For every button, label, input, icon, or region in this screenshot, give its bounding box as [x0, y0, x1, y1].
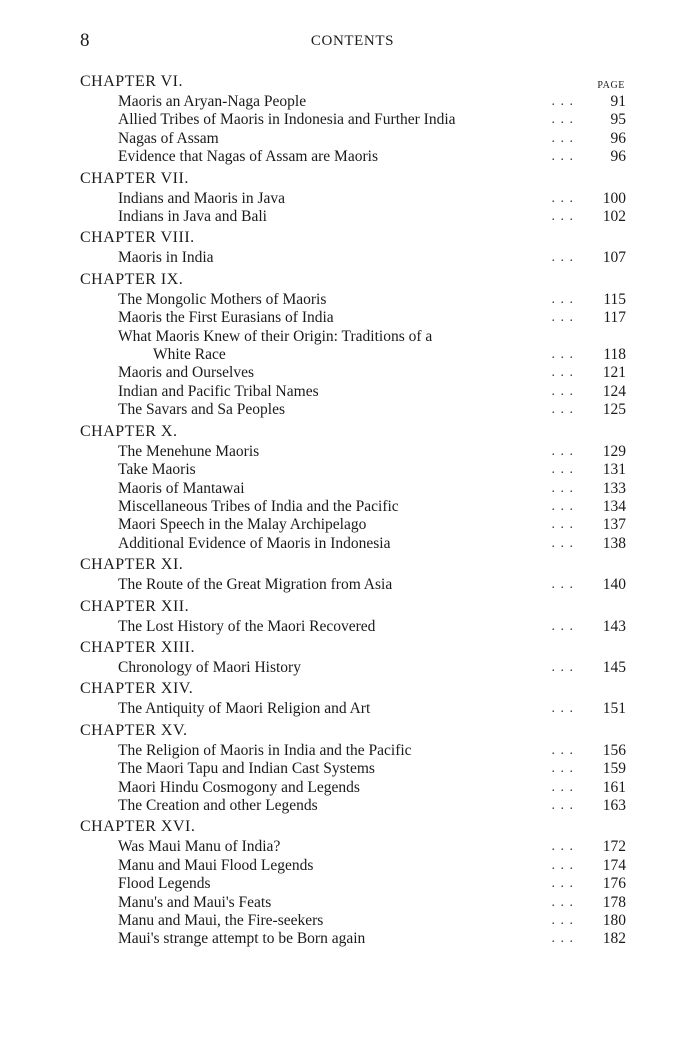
entry-page-number: 163	[602, 796, 626, 814]
entry-title: The Antiquity of Maori Religion and Art	[118, 700, 371, 718]
chapter-heading: CHAPTER VI.	[80, 73, 183, 90]
toc-entry	[80, 875, 626, 893]
toc-entry	[80, 618, 626, 636]
dot-leaders: . . .	[551, 190, 574, 206]
dot-leaders: . . .	[551, 742, 574, 758]
entry-page-number: 182	[602, 930, 626, 948]
dot-leaders: . . .	[551, 112, 574, 128]
toc-entry	[80, 930, 626, 948]
entry-page-number: 125	[602, 401, 626, 419]
dot-leaders: . . .	[551, 250, 574, 266]
entry-page-number: 145	[602, 658, 626, 676]
entry-title: Chronology of Maori History	[118, 658, 301, 676]
entry-page-number: 117	[603, 309, 626, 327]
dot-leaders: . . .	[551, 577, 574, 593]
dot-leaders: . . .	[551, 443, 574, 459]
dot-leaders: . . .	[551, 383, 574, 399]
chapter-heading: CHAPTER VII.	[80, 169, 189, 187]
chapter-heading: CHAPTER XI.	[80, 556, 184, 574]
dot-leaders: . . .	[551, 130, 574, 146]
entry-page-number: 95	[610, 111, 626, 129]
dot-leaders: . . .	[551, 618, 574, 634]
chapter-heading: CHAPTER XII.	[80, 597, 190, 615]
entry-title: Indians in Java and Bali	[118, 208, 267, 226]
entry-page-number: 121	[602, 364, 626, 382]
entry-page-number: 156	[602, 741, 626, 759]
entry-page-number: 131	[602, 461, 626, 479]
dot-leaders: . . .	[551, 913, 574, 928]
dot-leaders: . . .	[551, 931, 574, 947]
dot-leaders: . . .	[551, 480, 574, 496]
entry-title: Maori Hindu Cosmogony and Legends	[118, 778, 360, 796]
entry-page-number: 134	[602, 497, 626, 515]
entry-title: The Route of the Great Migration from Asia	[118, 576, 393, 594]
chapter-heading: CHAPTER X.	[80, 422, 178, 440]
dot-leaders: . . .	[551, 347, 574, 363]
entry-page-number: 107	[602, 249, 626, 267]
entry-title: Manu and Maui, the Fire-seekers	[118, 912, 324, 929]
entry-page-number: 137	[602, 516, 626, 534]
toc-entry	[80, 912, 626, 930]
dot-leaders: . . .	[551, 94, 574, 109]
toc-entry	[80, 328, 626, 365]
entry-title: Miscellaneous Tribes of India and the Pacific	[118, 497, 399, 515]
entry-title-continuation: White Race	[153, 346, 226, 364]
entry-title: Evidence that Nagas of Assam are Maoris	[118, 148, 378, 166]
dot-leaders: . . .	[551, 876, 574, 892]
entry-title: Manu and Maui Flood Legends	[118, 856, 314, 874]
toc-entry	[80, 148, 626, 166]
toc-entry	[80, 383, 626, 401]
toc-entry	[80, 576, 626, 594]
entry-title: Indian and Pacific Tribal Names	[118, 382, 319, 400]
entry-title: Maoris the First Eurasians of India	[118, 309, 334, 327]
chapter-heading: CHAPTER XIII.	[80, 638, 195, 656]
toc-entry	[80, 443, 626, 461]
entry-title: The Mongolic Mothers of Maoris	[118, 290, 327, 308]
chapter-heading: CHAPTER XV.	[80, 721, 188, 739]
dot-leaders: . . .	[551, 894, 574, 910]
toc-entry	[80, 838, 626, 856]
dot-leaders: . . .	[551, 402, 574, 418]
entry-title: Maui's strange attempt to be Born again	[118, 930, 366, 948]
entry-page-number: 96	[610, 129, 626, 147]
entry-page-number: 133	[602, 479, 626, 497]
dot-leaders: . . .	[551, 209, 574, 225]
entry-page-number: 124	[602, 382, 626, 400]
page-column-label: PAGE	[597, 80, 625, 91]
entry-title: Maoris an Aryan-Naga People	[118, 93, 307, 110]
dot-leaders: . . .	[551, 462, 574, 478]
running-head	[80, 30, 625, 54]
entry-title: The Creation and other Legends	[118, 796, 318, 814]
dot-leaders: . . .	[551, 779, 574, 795]
entry-page-number: 172	[602, 838, 626, 856]
entry-title: Flood Legends	[118, 875, 211, 893]
entry-title: The Lost History of the Maori Recovered	[118, 617, 376, 635]
entry-title: Nagas of Assam	[118, 129, 219, 147]
entry-title: The Maori Tapu and Indian Cast Systems	[118, 760, 375, 778]
chapter-heading: CHAPTER IX.	[80, 270, 184, 288]
toc-entry	[80, 93, 626, 111]
dot-leaders: . . .	[551, 535, 574, 551]
page-number: 8	[80, 30, 90, 51]
entry-page-number: 161	[602, 778, 626, 796]
toc-entry	[80, 291, 626, 309]
entry-page-number: 176	[602, 875, 626, 893]
entry-title: Indians and Maoris in Java	[118, 189, 286, 207]
entry-title: Take Maoris	[118, 461, 196, 479]
entry-page-number: 129	[602, 442, 626, 460]
entry-page-number: 143	[602, 617, 626, 635]
toc-entry	[80, 535, 626, 553]
entry-page-number: 96	[610, 148, 626, 166]
entry-page-number: 174	[602, 856, 626, 874]
toc-entry	[80, 190, 626, 208]
chapter-heading: CHAPTER VIII.	[80, 229, 195, 247]
entry-title: The Menehune Maoris	[118, 442, 260, 460]
entry-title: Maori Speech in the Malay Archipelago	[118, 516, 367, 534]
dot-leaders: . . .	[551, 310, 574, 326]
dot-leaders: . . .	[551, 797, 574, 813]
entry-title: Additional Evidence of Maoris in Indonesia	[118, 534, 391, 552]
entry-title: The Savars and Sa Peoples	[118, 401, 286, 419]
dot-leaders: . . .	[551, 517, 574, 533]
entry-title: What Maoris Knew of their Origin: Traditions of a	[118, 327, 433, 345]
toc-entry	[80, 401, 626, 419]
toc-entry	[80, 760, 626, 778]
entry-title: Was Maui Manu of India?	[118, 838, 281, 856]
entry-page-number: 159	[602, 760, 626, 778]
dot-leaders: . . .	[551, 701, 574, 717]
entry-page-number: 178	[602, 893, 626, 911]
dot-leaders: . . .	[551, 761, 574, 777]
entry-page-number: 138	[602, 534, 626, 552]
entry-title: Maoris in India	[118, 249, 214, 267]
table-of-contents	[80, 70, 626, 949]
dot-leaders: . . .	[551, 149, 574, 165]
toc-entry	[80, 130, 626, 148]
toc-entry	[80, 516, 626, 534]
dot-leaders: . . .	[551, 365, 574, 381]
entry-title: Maoris and Ourselves	[118, 364, 255, 382]
chapter-heading: CHAPTER XIV.	[80, 680, 194, 698]
entry-page-number: 140	[602, 576, 626, 594]
toc-entry	[80, 249, 626, 267]
entry-page-number: 91	[610, 93, 626, 110]
toc-entry	[80, 797, 626, 815]
dot-leaders: . . .	[551, 291, 574, 307]
toc-entry	[80, 659, 626, 677]
toc-entry	[80, 480, 626, 498]
toc-entry	[80, 111, 626, 129]
toc-entry	[80, 742, 626, 760]
toc-entry	[80, 309, 626, 327]
entry-title: Allied Tribes of Maoris in Indonesia and Further India	[118, 111, 456, 129]
entry-page-number: 102	[602, 208, 626, 226]
toc-entry	[80, 894, 626, 912]
entry-title: The Religion of Maoris in India and the Pacific	[118, 741, 412, 759]
toc-entry	[80, 364, 626, 382]
entry-page-number: 115	[603, 290, 626, 308]
entry-page-number: 151	[602, 700, 626, 718]
toc-entry	[80, 208, 626, 226]
toc-entry	[80, 857, 626, 875]
dot-leaders: . . .	[551, 857, 574, 873]
toc-entry	[80, 779, 626, 797]
entry-page-number: 180	[602, 912, 626, 929]
toc-entry	[80, 461, 626, 479]
dot-leaders: . . .	[551, 839, 574, 855]
dot-leaders: . . .	[551, 498, 574, 514]
chapter-heading: CHAPTER XVI.	[80, 818, 196, 836]
entry-title: Manu's and Maui's Feats	[118, 893, 272, 911]
entry-title: Maoris of Mantawai	[118, 479, 245, 497]
entry-page-number: 118	[603, 346, 626, 364]
toc-entry	[80, 700, 626, 718]
toc-entry	[80, 498, 626, 516]
running-title: CONTENTS	[310, 33, 395, 49]
entry-page-number: 100	[602, 189, 626, 207]
dot-leaders: . . .	[551, 659, 574, 675]
